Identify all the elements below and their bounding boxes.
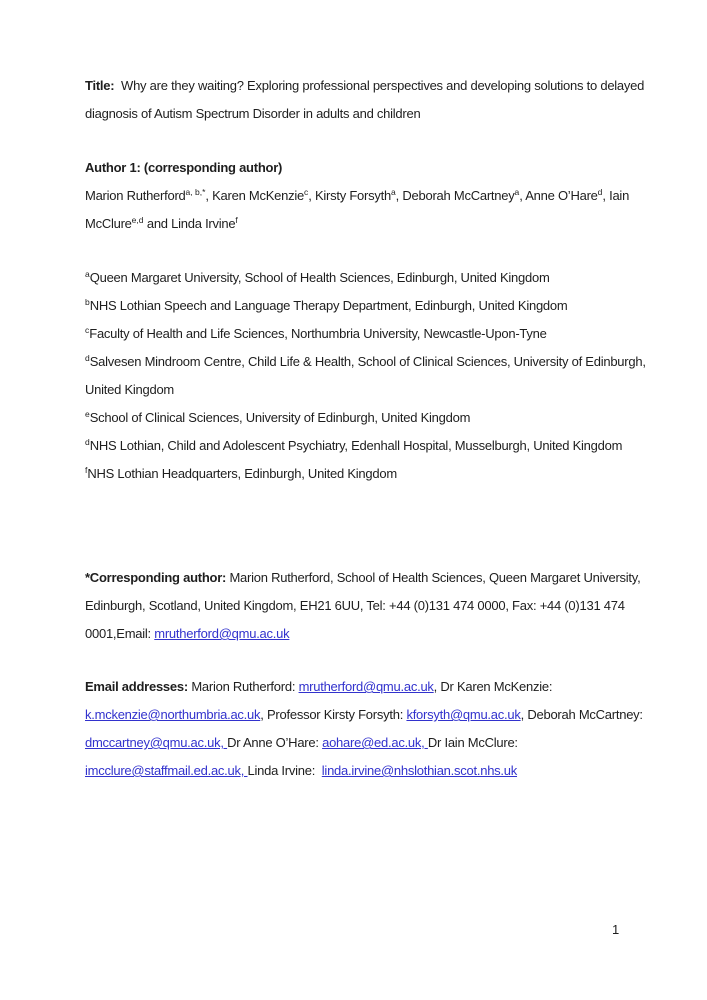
text-run: , Anne O’Hare [519,188,598,203]
superscript-affiliation-marker: a [514,187,520,197]
text-line [85,210,622,238]
text-line [85,348,646,376]
text-run: NHS Lothian Headquarters, Edinburgh, United Kingdom [87,466,397,481]
text-line [85,757,622,785]
text-line [85,460,622,488]
text-run: , Karen McKenzie [205,188,304,203]
superscript-affiliation-marker: a [390,187,396,197]
superscript-affiliation-marker: c [85,325,90,335]
superscript-affiliation-marker: f [85,465,88,475]
text-run: NHS Lothian Speech and Language Therapy Department, Edinburgh, United Kingdom [89,298,568,313]
text-run: Marion Rutherford, School of Health Sciences, Queen Margaret University, [226,570,641,585]
text-run: Marion Rutherford [85,188,186,203]
author-heading [85,154,622,182]
page-content [85,72,646,785]
text-line [85,182,630,210]
bold-text-run: Title: [85,78,115,93]
text-line [85,729,622,757]
text-run: Marion Rutherford: [187,679,299,694]
text-run: and Linda Irvine [143,216,236,231]
text-line [85,620,622,648]
affiliations-list [85,264,646,488]
text-line [85,320,622,348]
bold-text-run: *Corresponding author: [85,570,227,585]
superscript-affiliation-marker: e,d [131,215,144,225]
email-link[interactable]: mrutherford@qmu.ac.uk [154,626,290,641]
text-run: , Deborah McCartney [395,188,515,203]
text-run: 0001,Email: [85,626,155,641]
text-run: , Kirsty Forsyth [308,188,391,203]
text-run: , Professor Kirsty Forsyth: [260,707,407,722]
email-link[interactable]: imcclure@staffmail.ed.ac.uk, [85,763,248,778]
text-run: , Deborah McCartney: [520,707,643,722]
email-link[interactable]: k.mckenzie@northumbria.ac.uk [85,707,261,722]
text-line [85,154,622,182]
text-line [85,100,622,128]
bold-text-run: Author 1: (corresponding author) [85,160,283,175]
superscript-affiliation-marker: e [85,409,90,419]
email-addresses-block [85,673,643,785]
author-names [85,182,630,238]
text-line [85,376,622,404]
text-line [85,264,622,292]
text-run: Salvesen Mindroom Centre, Child Life & Health, School of Clinical Sciences, University of Edinburgh, [89,354,646,369]
paper-title [85,72,645,128]
superscript-affiliation-marker: f [235,215,238,225]
text-run: Edinburgh, Scotland, United Kingdom, EH21 6UU, Tel: +44 (0)131 474 0000, Fax: +44 (0)131 474 [85,598,625,613]
text-run: Why are they waiting? Exploring professional perspectives and developing solutions to delayed [114,78,645,93]
text-run: Linda Irvine: [247,763,322,778]
email-link[interactable]: kforsyth@qmu.ac.uk [406,707,521,722]
superscript-affiliation-marker: a [85,269,90,279]
text-line [85,564,641,592]
text-run: Queen Margaret University, School of Health Sciences, Edinburgh, United Kingdom [89,270,550,285]
bold-text-run: Email addresses: [85,679,188,694]
email-link[interactable]: dmccartney@qmu.ac.uk, [85,735,228,750]
superscript-affiliation-marker: a, b,* [185,187,206,197]
text-run: United Kingdom [85,382,174,397]
text-run: Dr Anne O’Hare: [227,735,323,750]
email-link[interactable]: aohare@ed.ac.uk, [322,735,428,750]
email-link[interactable]: linda.irvine@nhslothian.scot.nhs.uk [321,763,518,778]
text-line [85,673,622,701]
text-run: NHS Lothian, Child and Adolescent Psychiatry, Edenhall Hospital, Musselburgh, United Kingdom [89,438,623,453]
text-run: , Iain [602,188,630,203]
text-line [85,404,622,432]
email-link[interactable]: mrutherford@qmu.ac.uk [298,679,434,694]
corresponding-author-block [85,564,641,648]
superscript-affiliation-marker: d [597,187,603,197]
text-line [85,701,643,729]
superscript-affiliation-marker: c [304,187,309,197]
text-run: School of Clinical Sciences, University of Edinburgh, United Kingdom [89,410,471,425]
text-run: Dr Iain McClure: [427,735,518,750]
text-line [85,292,622,320]
text-run: diagnosis of Autism Spectrum Disorder in adults and children [85,106,421,121]
text-line [85,592,625,620]
text-line [85,432,622,460]
text-run: Faculty of Health and Life Sciences, Northumbria University, Newcastle-Upon-Tyne [89,326,547,341]
text-run: McClure [85,216,132,231]
superscript-affiliation-marker: d [85,353,90,363]
page-number: 1 [612,922,620,937]
superscript-affiliation-marker: d [85,437,90,447]
text-run: , Dr Karen McKenzie: [433,679,553,694]
text-line [85,72,645,100]
superscript-affiliation-marker: b [85,297,90,307]
